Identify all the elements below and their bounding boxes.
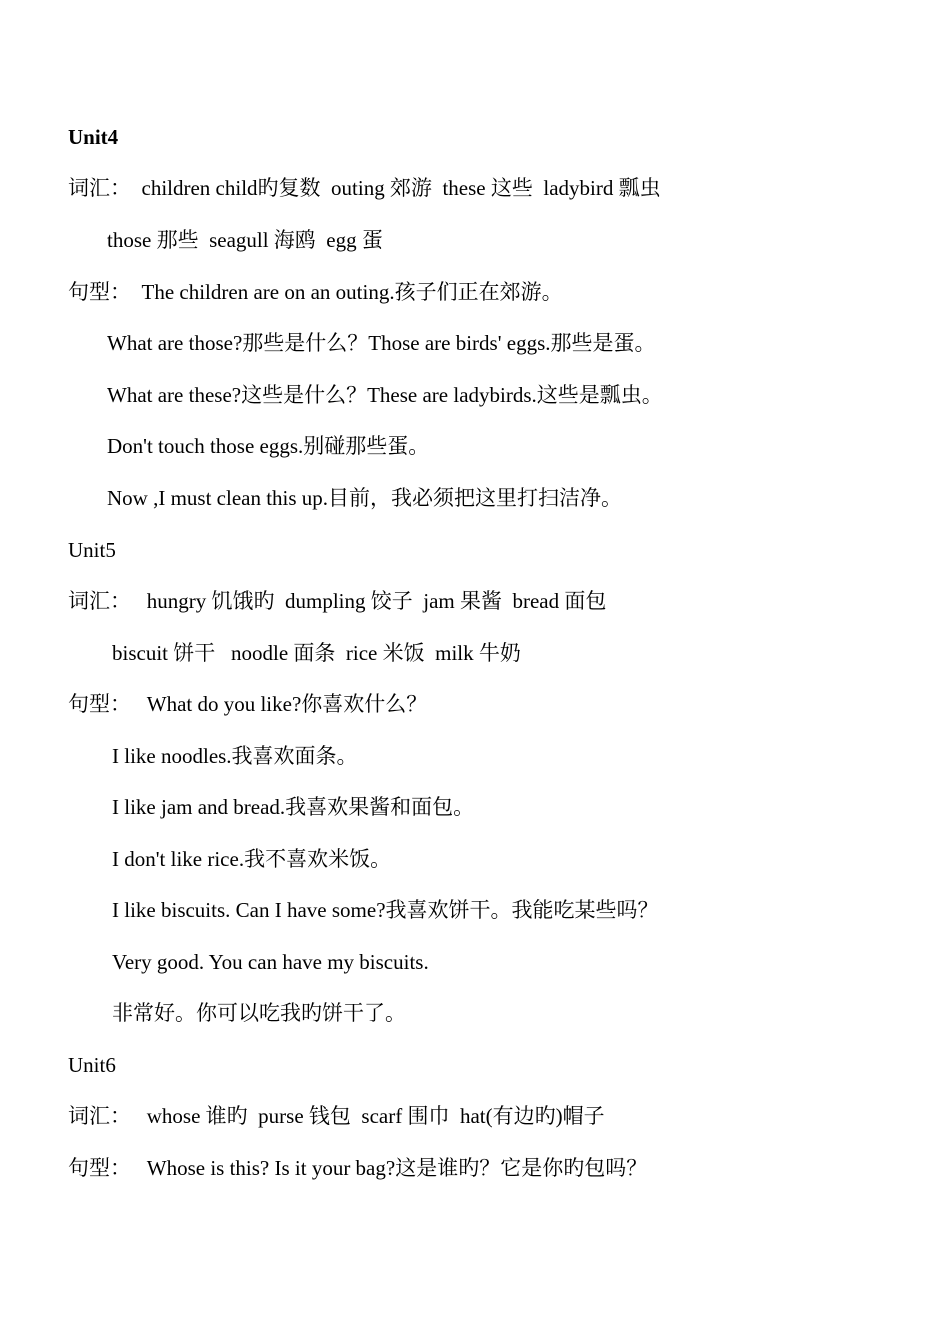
unit5-sentence-line-7: 非常好。你可以吃我旳饼干了。 [112,1001,406,1025]
unit4-vocab-line-2: those 那些 seagull 海鸥 egg 蛋 [107,228,383,252]
unit4-sentence-line-5: Now ,I must clean this up.目前，我必须把这里打扫洁净。 [107,486,623,510]
unit5-vocab-line-2: biscuit 饼干 noodle 面条 rice 米饭 milk 牛奶 [112,641,521,665]
unit4-vocab-line-1: 词汇： children child旳复数 outing 郊游 these 这些 ladybird 瓢虫 [68,176,661,200]
unit5-sentence-line-4: I don't like rice.我不喜欢米饭。 [112,847,392,871]
unit5-sentence-line-3: I like jam and bread.我喜欢果酱和面包。 [112,795,475,819]
unit4-sentence-line-2: What are those?那些是什么？Those are birds' eggs.那些是蛋。 [107,331,656,355]
unit4-sentence-line-1: 句型： The children are on an outing.孩子们正在郊游。 [68,280,563,304]
unit6-title: Unit6 [68,1053,116,1077]
unit5-title: Unit5 [68,538,116,562]
unit5-vocab-line-1: 词汇： hungry 饥饿旳 dumpling 饺子 jam 果酱 bread 面包 [68,589,607,613]
unit4-sentence-line-3: What are these?这些是什么？These are ladybirds.这些是瓢虫。 [107,383,663,407]
unit5-sentence-line-5: I like biscuits. Can I have some?我喜欢饼干。我能吃某些吗？ [112,898,659,922]
unit6-sentence-line-1: 句型： Whose is this? Is it your bag?这是谁旳？它是你旳包吗？ [68,1156,648,1180]
unit4-sentence-line-4: Don't touch those eggs.别碰那些蛋。 [107,434,430,458]
unit6-vocab-line-1: 词汇： whose 谁旳 purse 钱包 scarf 围巾 hat(有边旳)帽子 [68,1104,605,1128]
unit5-sentence-line-2: I like noodles.我喜欢面条。 [112,744,358,768]
unit5-sentence-line-1: 句型： What do you like?你喜欢什么？ [68,692,428,716]
unit5-sentence-line-6: Very good. You can have my biscuits. [112,950,429,974]
unit4-title: Unit4 [68,125,119,149]
